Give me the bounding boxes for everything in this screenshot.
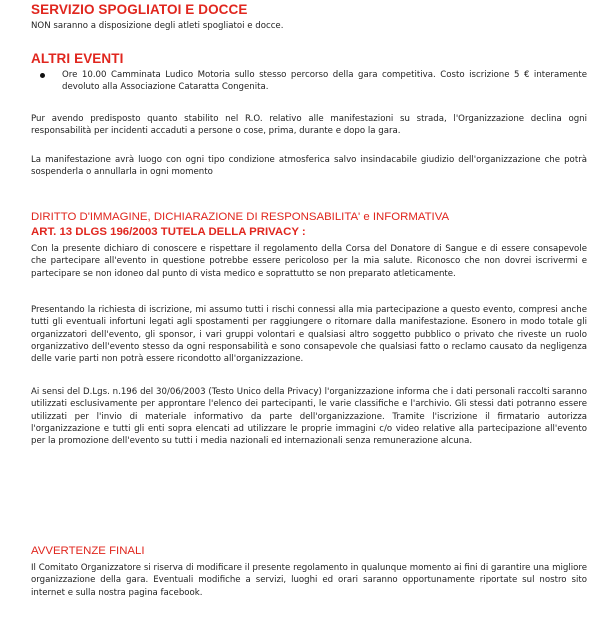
privacy-paragraph-2: Presentando la richiesta di iscrizione, mi assumo tutti i rischi connessi alla mia partecipazione a questo evento, compresi anche tutti gli eventuali infortuni legati agli spostamenti per raggiungere o ritornare dalla manifestazione. Esonero in modo totale gli organizzatori dell'evento, gli sponsor, i vari gruppi volontari e qualsiasi altro soggetto pubblico o privato che riveste un ruolo organizzativo dell'evento stesso da ogni responsabilità e sono consapevole che qualsiasi fatto o reclamo causato da negligenza delle varie parti non potrà essere ricondotto all'organizzazione. (31, 305, 587, 365)
privacy-title-line1: DIRITTO D'IMMAGINE, DICHIARAZIONE DI RESPONSABILITA' e INFORMATIVA (31, 211, 450, 223)
disclaimer-paragraph: Pur avendo predisposto quanto stabilito nel R.O. relativo alle manifestazioni su strada, l'Organizzazione declina ogni responsabilità per incidenti accaduti a persone o cose, prima, durante e dopo la gara. (31, 114, 587, 137)
weather-paragraph: La manifestazione avrà luogo con ogni tipo condizione atmosferica salvo insindacabile giudizio dell'organizzazione che potrà sospenderla o annullarla in ogni momento (31, 155, 587, 178)
heading-privacy-2: ART. 13 DLGS 196/2003 TUTELA DELLA PRIVACY : (31, 226, 306, 238)
privacy-paragraph-3: Ai sensi del D.Lgs. n.196 del 30/06/2003 (Testo Unico della Privacy) l'organizzazione informa che i dati personali raccolti saranno utilizzati esclusivamente per approntare l'elenco dei partecipanti, le varie classifiche e l'archivio. Gli stessi dati potranno essere utilizzati per l'invio di materiale informativo da parte dell'organizzazione. Tramite l'iscrizione il firmatario autorizza l'organizzazione e tutti gli enti sopra elencati ad utilizzare le proprie immagini c/o video relative alla partecipazione all'evento per la promozione dell'evento su tutti i media nazionali ed internazionali senza remunerazione alcuna. (31, 387, 587, 447)
heading-avvertenze: AVVERTENZE FINALI (31, 545, 145, 557)
privacy-paragraph-1: Con la presente dichiaro di conoscere e rispettare il regolamento della Corsa del Donatore di Sangue e di essere consapevole che partecipare all'evento in questione potrebbe essere pericoloso per la mia salute. Riconosco che non dovrei iscrivermi e partecipare se non idoneo dal punto di vista medico e soprattutto se non preparato atleticamente. (31, 244, 587, 279)
heading-spogliatoi: SERVIZIO SPOGLIATOI E DOCCE (31, 2, 248, 17)
bullet-dot-icon (40, 73, 45, 78)
bullet-text: Ore 10.00 Camminata Ludico Motoria sullo stesso percorso della gara competitiva. Costo iscrizione 5 € interamente devoluto alla Associazione Cataratta Congenita. (62, 70, 587, 93)
heading-altri-eventi: ALTRI EVENTI (31, 51, 124, 66)
spogliatoi-text: NON saranno a disposizione degli atleti spogliatoi e docce. (31, 21, 284, 31)
avvertenze-text: Il Comitato Organizzatore si riserva di modificare il presente regolamento in qualunque momento ai fini di garantire una migliore organizzazione della gara. Eventuali modifiche a servizi, luoghi ed orari saranno opportunamente riportate sul nostro sito internet e sulla nostra pagina facebook. (31, 563, 587, 598)
heading-privacy-1 (31, 211, 449, 223)
